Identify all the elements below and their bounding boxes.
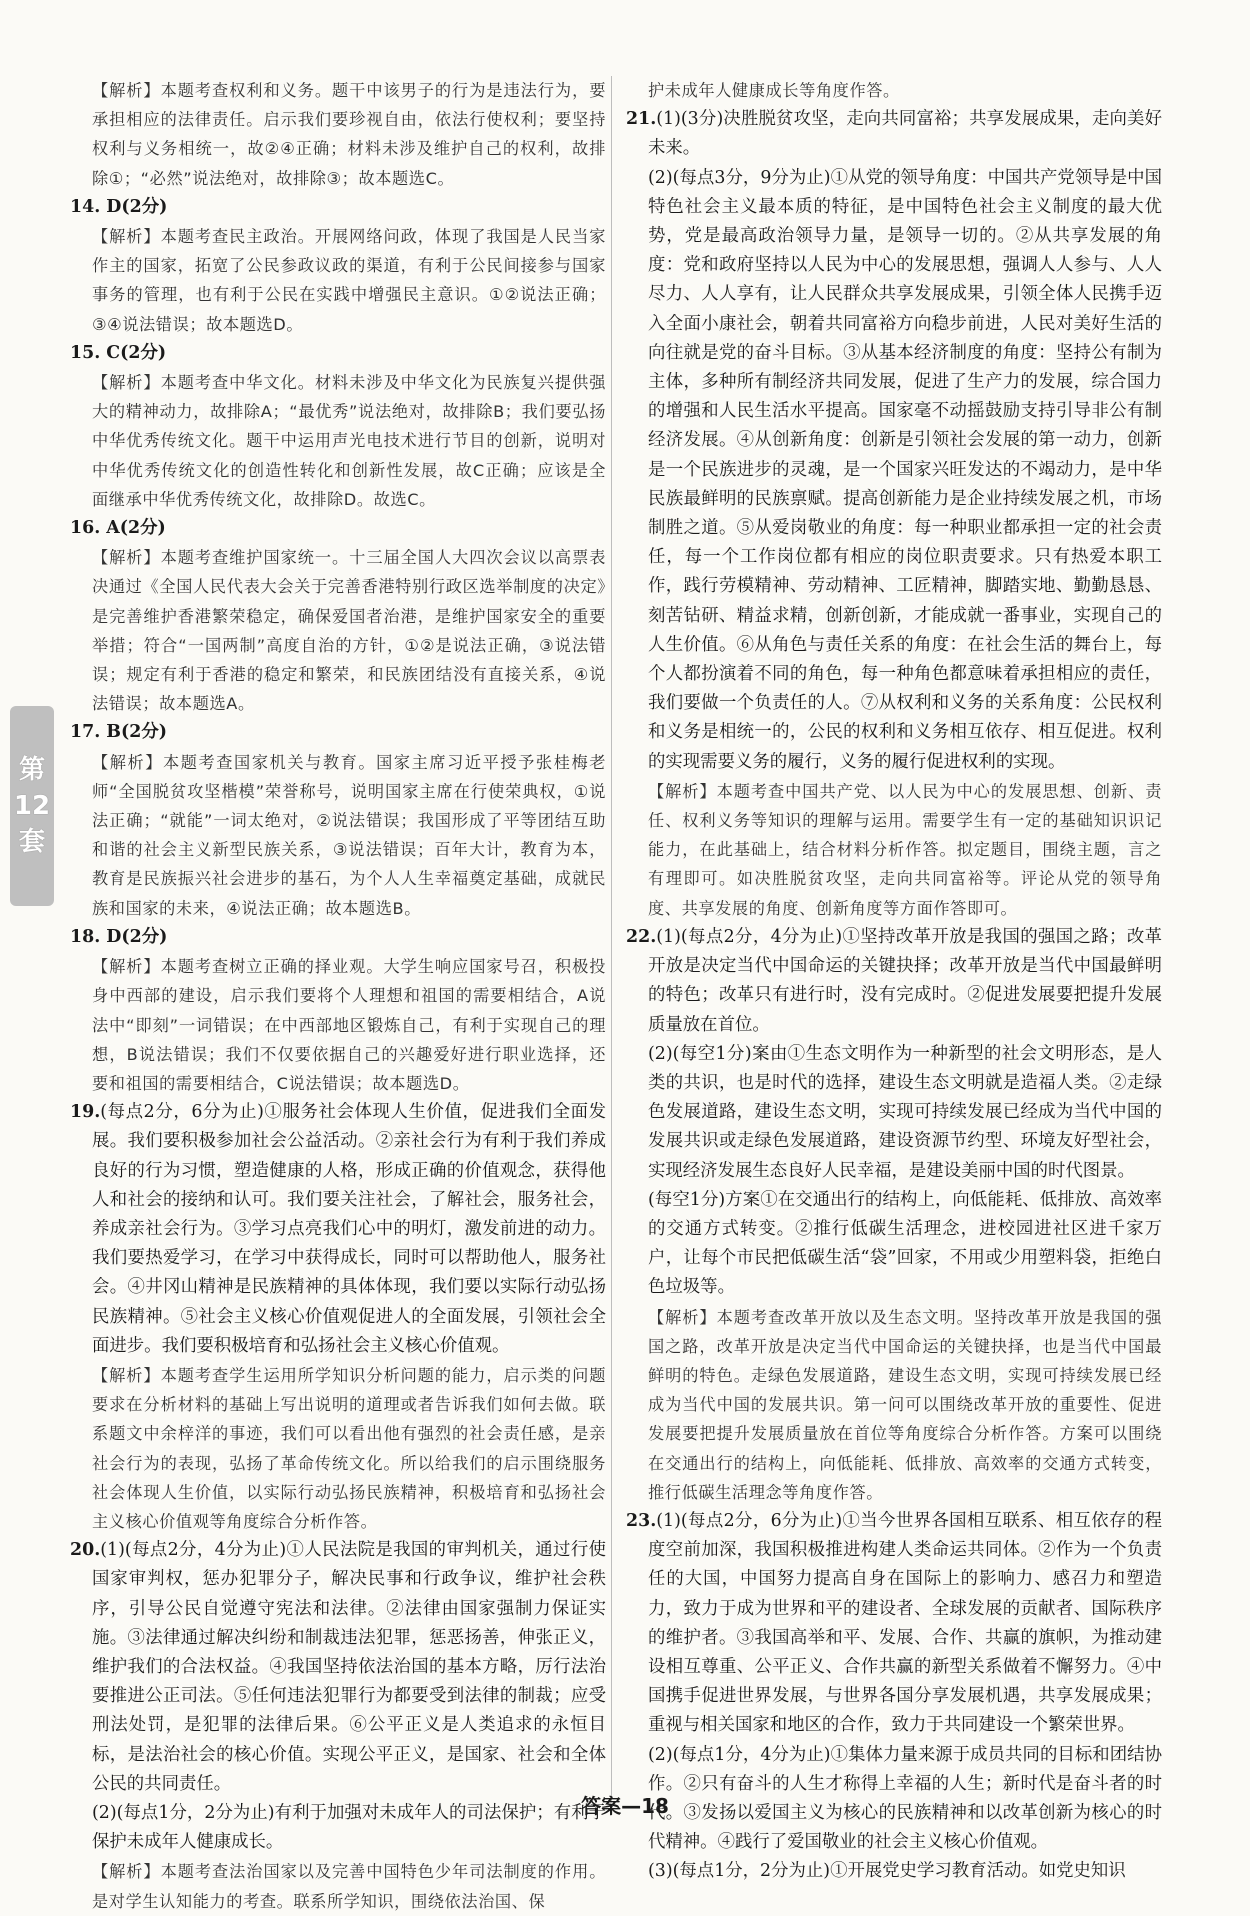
q20-number: 20. [70, 1540, 101, 1561]
q22-answer-1-text: (1)(每点2分，4分为止)①坚持改革开放是我国的强国之路；改革开放是决定当代中国命运的关键抉择；改革开放是当代中国最鲜明的特色；改革只有进行时，没有完成时。②促进发展要把提升发展质量放在首位。 [648, 926, 1162, 1035]
q23-answer-1 [626, 1507, 1162, 1741]
q17-explanation: 【解析】本题考查国家机关与教育。国家主席习近平授予张桂梅老师“全国脱贫攻坚楷模”荣誉称号，说明国家主席在行使荣典权，①说法正确；“就能”一词太绝对，②说法错误；我国形成了平等团结互助和谐的社会主义新型民族关系，③说法错误；百年大计，教育为本，教育是民族振兴社会进步的基石，为个人人生幸福奠定基础，成就民族和国家的未来，④说法正确；故本题选B。 [92, 752, 606, 918]
intro-explanation: 【解析】本题考查权利和义务。题干中该男子的行为是违法行为，要承担相应的法律责任。启示我们要珍视自由，依法行使权利；要坚持权利与义务相统一，故②④正确；材料未涉及维护自己的权利，故排除①；“必然”说法绝对，故排除③；故本题选C。 [92, 81, 606, 188]
q18-answer: 18. D(2分) [70, 926, 168, 947]
q21-explanation: 【解析】本题考查中国共产党、以人民为中心的发展思想、创新、责任、权利义务等知识的理解与运用。需要学生有一定的基础知识识记能力，在此基础上，结合材料分析作答。拟定题目，围绕主题，言之有理即可。如决胜脱贫攻坚，走向共同富裕等。评论从党的领导角度、共享发展的角度、创新角度等方面作答即可。 [648, 781, 1162, 918]
q21-answer-1-text: (1)(3分)决胜脱贫攻坚，走向共同富裕；共享发展成果，走向美好未来。 [648, 109, 1162, 159]
q14-answer: 14. D(2分) [70, 196, 168, 217]
q22-explanation: 【解析】本题考查改革开放以及生态文明。坚持改革开放是我国的强国之路，改革开放是决定当代中国命运的关键抉择，也是当代中国最鲜明的特色。走绿色发展道路，建设生态文明，实现可持续发展已经成为当代中国的发展共识。第一问可以围绕改革开放的重要性、促进发展要把提升发展质量放在首位等角度综合分析作答。方案可以围绕在交通出行的结构上，向低能耗、低排放、高效率的交通方式转变，推行低碳生活理念等角度作答。 [648, 1307, 1162, 1502]
side-tab-char-1: 第 [18, 755, 45, 785]
side-tab-char-2: 12 [13, 791, 51, 821]
q15-explanation: 【解析】本题考查中华文化。材料未涉及中华文化为民族复兴提供强大的精神动力，故排除A；“最优秀”说法绝对，故排除B；我们要弘扬中华优秀传统文化。题干中运用声光电技术进行节目的创新，说明对中华优秀传统文化的创造性转化和创新性发展，故C正确；应该是全面继承中华优秀传统文化，故排除D。故选C。 [92, 373, 606, 509]
q21-number: 21. [626, 109, 657, 130]
q20-answer-1 [70, 1536, 606, 1799]
q16-explanation: 【解析】本题考查维护国家统一。十三届全国人大四次会议以高票表决通过《全国人民代表大会关于完善香港特别行政区选举制度的决定》是完善维护香港繁荣稳定，确保爱国者治港，是维护国家安全的重要举措；符合“一国两制”高度自治的方针，①②是说法正确，③说法错误；规定有利于香港的稳定和繁荣，和民族团结没有直接关系，④说法错误；故本题选A。 [92, 548, 606, 714]
q20-explanation: 【解析】本题考查法治国家以及完善中国特色少年司法制度的作用。是对学生认知能力的考查。联系所学知识，围绕依法治国、保 [92, 1862, 606, 1911]
q23-number: 23. [626, 1510, 657, 1531]
q21-answer-2: (2)(每点3分，9分为止)①从党的领导角度：中国共产党领导是中国特色社会主义最本质的特征，是中国特色社会主义制度的最大优势，党是最高政治领导力量，是领导一切的。②从共享发展的角度：党和政府坚持以人民为中心的发展思想，强调人人参与、人人尽力、人人享有，让人民群众共享发展成果，引领全体人民携手迈入全面小康社会，朝着共同富裕方向稳步前进，人民对美好生活的向往就是党的奋斗目标。③从基本经济制度的角度：坚持公有制为主体，多种所有制经济共同发展，促进了生产力的发展，综合国力的增强和人民生活水平提高。国家毫不动摇鼓励支持引导非公有制经济发展。④从创新角度：创新是引领社会发展的第一动力，创新是一个民族进步的灵魂，是一个国家兴旺发达的不竭动力，是中华民族最鲜明的民族禀赋。提高创新能力是企业持续发展之机，市场制胜之道。⑤从爱岗敬业的角度：每一种职业都承担一定的社会责任，每一个工作岗位都有相应的岗位职责要求。只有热爱本职工作，践行劳模精神、劳动精神、工匠精神，脚踏实地、勤勤恳恳、刻苦钻研、精益求精，创新创新，才能成就一番事业，实现自己的人生价值。⑥从角色与责任关系的角度：在社会生活的舞台上，每个人都扮演着不同的角色，每一种角色都意味着承担相应的责任，我们要做一个负责任的人。⑦从权利和义务的关系角度：公民权利和义务是相统一的，公民的权利和义务相互依存、相互促进。权利的实现需要义务的履行，义务的履行促进权利的实现。 [648, 167, 1162, 772]
q23-answer-3: (3)(每点1分，2分为止)①开展党史学习教育活动。如党史知识 [648, 1861, 1126, 1882]
set-number-tab [10, 706, 54, 906]
q22-answer-3: (每空1分)方案①在交通出行的结构上，向低能耗、低排放、高效率的交通方式转变。②推行低碳生活理念，进校园进社区进千家万户，让每个市民把低碳生活“袋”回家，不用或少用塑料袋，拒绝白色垃圾等。 [648, 1189, 1162, 1298]
q22-answer-2: (2)(每空1分)案由①生态文明作为一种新型的社会文明形态，是人类的共识，也是时代的选择，建设生态文明就是造福人类。②走绿色发展道路，建设生态文明，实现可持续发展已经成为当代中国的发展共识或走绿色发展道路，建设资源节约型、环境友好型社会，实现经济发展生态良好人民幸福，是建设美丽中国的时代图景。 [648, 1043, 1162, 1181]
column-divider [611, 76, 612, 1796]
q15-answer: 15. C(2分) [70, 342, 167, 363]
q19-number: 19. [70, 1102, 101, 1123]
q20-explanation-continued: 护未成年人健康成长等角度作答。 [648, 81, 900, 100]
page-footer: 答案—18 [581, 1794, 669, 1818]
q17-answer: 17. B(2分) [70, 722, 167, 743]
q16-answer: 16. A(2分) [70, 518, 166, 539]
q23-answer-2: (2)(每点1分，4分为止)①集体力量来源于成员共同的目标和团结协作。②只有奋斗的人生才称得上幸福的人生；新时代是奋斗者的时代。③发扬以爱国主义为核心的民族精神和以改革创新为核心的时代精神。④践行了爱国敬业的社会主义核心价值观。 [648, 1744, 1162, 1853]
right-column [626, 76, 1162, 1887]
q20-answer-1-text: (1)(每点2分，4分为止)①人民法院是我国的审判机关，通过行使国家审判权，惩办犯罪分子，解决民事和行政争议，维护社会秩序，引导公民自觉遵守宪法和法律。②法律由国家强制力保证实施。③法律通过解决纠纷和制裁违法犯罪，惩恶扬善，伸张正义，维护我们的合法权益。④我国坚持依法治国的基本方略，厉行法治要推进公正司法。⑤任何违法犯罪行为都要受到法律的制裁；应受刑法处罚，是犯罪的法律后果。⑥公平正义是人类追求的永恒目标，是法治社会的核心价值。实现公平正义，是国家、社会和全体公民的共同责任。 [92, 1540, 606, 1794]
q22-number: 22. [626, 926, 657, 947]
q14-explanation: 【解析】本题考查民主政治。开展网络问政，体现了我国是人民当家作主的国家，拓宽了公民参政议政的渠道，有利于公民间接参与国家事务的管理，也有利于公民在实践中增强民主意识。①②说法正确；③④说法错误；故本题选D。 [92, 227, 606, 334]
q19-answer [70, 1098, 606, 1361]
q18-explanation: 【解析】本题考查树立正确的择业观。大学生响应国家号召，积极投身中西部的建设，启示我们要将个人理想和祖国的需要相结合，A说法中“即刻”一词错误；在中西部地区锻炼自己，有利于实现自己的理想，B说法错误；我们不仅要依据自己的兴趣爱好进行职业选择，还要和祖国的需要相结合，C说法错误；故本题选D。 [92, 957, 606, 1093]
left-column [70, 76, 606, 1916]
q23-answer-1-text: (1)(每点2分，6分为止)①当今世界各国相互联系、相互依存的程度空前加深，我国积极推进构建人类命运共同体。②作为一个负责任的大国，中国努力提高自身在国际上的影响力、感召力和塑造力，致力于成为世界和平的建设者、全球发展的贡献者、国际秩序的维护者。③我国高举和平、发展、合作、共赢的旗帜，为推动建设相互尊重、公平正义、合作共赢的新型关系做着不懈努力。④中国携手促进世界发展，与世界各国分享发展机遇，共享发展成果；重视与相关国家和地区的合作，致力于共同建设一个繁荣世界。 [648, 1510, 1162, 1736]
q22-answer-1 [626, 923, 1162, 1040]
q20-answer-2: (2)(每点1分，2分为止)有利于加强对未成年人的司法保护；有利于保护未成年人健康成长。 [92, 1802, 606, 1853]
side-tab-char-3: 套 [18, 827, 45, 857]
q21-answer-1 [626, 105, 1162, 163]
q19-answer-text: (每点2分，6分为止)①服务社会体现人生价值，促进我们全面发展。我们要积极参加社会公益活动。②亲社会行为有利于我们养成良好的行为习惯，塑造健康的人格，形成正确的价值观念，获得他人和社会的接纳和认可。我们要关注社会，了解社会，服务社会，养成亲社会行为。③学习点亮我们心中的明灯，激发前进的动力。我们要热爱学习，在学习中获得成长，同时可以帮助他人，服务社会。④井冈山精神是民族精神的具体体现，我们要以实际行动弘扬民族精神。⑤社会主义核心价值观促进人的全面发展，引领社会全面进步。我们要积极培育和弘扬社会主义核心价值观。 [92, 1102, 606, 1356]
q19-explanation: 【解析】本题考查学生运用所学知识分析问题的能力，启示类的问题要求在分析材料的基础上写出说明的道理或者告诉我们如何去做。联系题文中余梓洋的事迹，我们可以看出他有强烈的社会责任感，是亲社会行为的表现，弘扬了革命传统文化。所以给我们的启示围绕服务社会体现人生价值，以实际行动弘扬民族精神，积极培育和弘扬社会主义核心价值观等角度综合分析作答。 [92, 1365, 606, 1531]
